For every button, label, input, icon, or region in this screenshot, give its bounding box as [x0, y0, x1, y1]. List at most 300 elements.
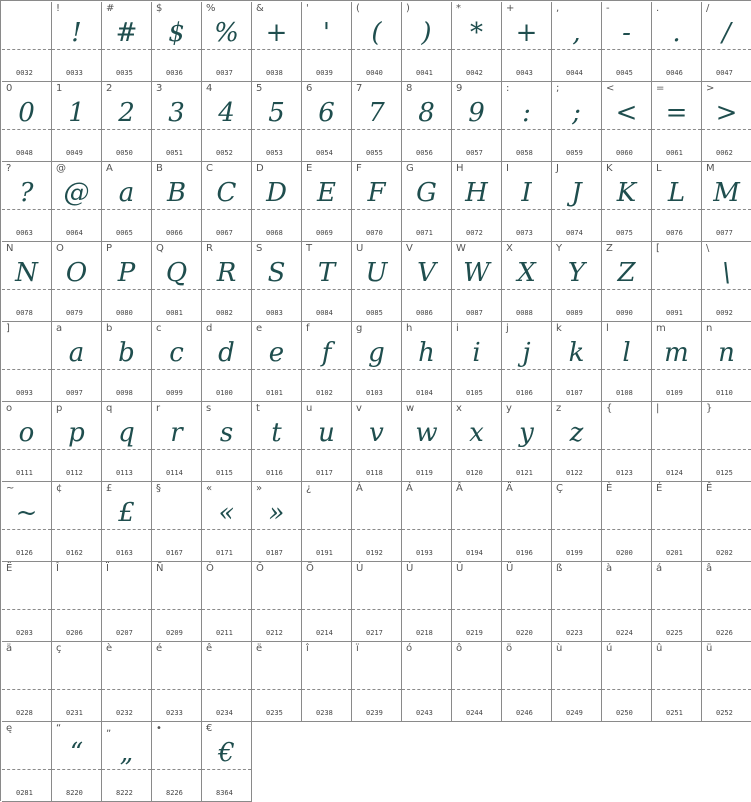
glyph-code: 0281 — [16, 789, 33, 797]
glyph-sample: j — [522, 338, 531, 368]
glyph-char-label: T — [306, 243, 313, 254]
glyph-cell — [2, 482, 52, 562]
glyph-sample: # — [115, 18, 138, 48]
glyph-cell — [402, 242, 452, 322]
glyph-code: 0228 — [16, 709, 33, 717]
baseline-divider — [402, 609, 451, 610]
glyph-char-label: % — [206, 3, 216, 14]
glyph-code: 0070 — [366, 229, 383, 237]
baseline-divider — [102, 689, 151, 690]
glyph-sample: € — [218, 738, 235, 768]
glyph-code: 0196 — [516, 549, 533, 557]
glyph-cell — [552, 402, 602, 482]
glyph-char-label: d — [206, 323, 213, 334]
glyph-cell — [202, 82, 252, 162]
baseline-divider — [552, 689, 601, 690]
baseline-divider — [602, 449, 651, 450]
glyph-char-label: G — [406, 163, 414, 174]
glyph-code: 0041 — [416, 69, 433, 77]
baseline-divider — [652, 529, 701, 530]
glyph-cell — [52, 482, 102, 562]
glyph-code: 0115 — [216, 469, 233, 477]
glyph-code: 0076 — [666, 229, 683, 237]
glyph-char-label: 3 — [156, 83, 163, 94]
glyph-cell — [502, 642, 552, 722]
glyph-sample: 1 — [68, 98, 85, 128]
glyph-code: 8222 — [116, 789, 133, 797]
glyph-char-label: „ — [106, 723, 112, 734]
glyph-char-label: â — [706, 563, 713, 574]
glyph-char-label: } — [706, 403, 713, 414]
glyph-cell — [502, 162, 552, 242]
glyph-code: 0061 — [666, 149, 683, 157]
glyph-char-label: > — [706, 83, 715, 94]
glyph-cell — [2, 162, 52, 242]
glyph-cell — [202, 162, 252, 242]
glyph-cell — [2, 402, 52, 482]
glyph-char-label: = — [656, 83, 665, 94]
glyph-sample: + — [515, 18, 538, 48]
glyph-char-label: q — [106, 403, 113, 414]
glyph-sample: ? — [19, 178, 34, 208]
glyph-char-label: • — [156, 723, 162, 734]
baseline-divider — [352, 529, 401, 530]
baseline-divider — [502, 609, 551, 610]
glyph-char-label: y — [506, 403, 512, 414]
glyph-cell — [302, 562, 352, 642]
glyph-cell — [2, 82, 52, 162]
glyph-cell — [652, 162, 702, 242]
glyph-char-label: N — [6, 243, 14, 254]
baseline-divider — [202, 689, 251, 690]
glyph-char-label: . — [656, 3, 660, 14]
glyph-char-label: V — [406, 243, 413, 254]
glyph-cell — [2, 642, 52, 722]
glyph-char-label: » — [256, 483, 263, 494]
glyph-cell — [102, 242, 152, 322]
glyph-cell — [452, 242, 502, 322]
glyph-code: 0109 — [666, 389, 683, 397]
glyph-char-label: ] — [6, 323, 10, 334]
glyph-code: 0113 — [116, 469, 133, 477]
glyph-code: 0246 — [516, 709, 533, 717]
glyph-code: 0083 — [266, 309, 283, 317]
glyph-code: 0116 — [266, 469, 283, 477]
glyph-cell — [402, 642, 452, 722]
glyph-code: 0072 — [466, 229, 483, 237]
glyph-cell — [152, 642, 202, 722]
glyph-cell — [2, 562, 52, 642]
glyph-cell — [152, 402, 202, 482]
glyph-cell — [602, 482, 652, 562]
baseline-divider — [2, 689, 51, 690]
glyph-char-label: # — [106, 3, 115, 14]
glyph-cell — [102, 82, 152, 162]
glyph-char-label: ¿ — [306, 483, 312, 494]
glyph-cell — [702, 562, 751, 642]
glyph-code: 0202 — [716, 549, 733, 557]
glyph-char-label: i — [456, 323, 459, 334]
glyph-cell — [152, 322, 202, 402]
baseline-divider — [352, 609, 401, 610]
glyph-char-label: 5 — [256, 83, 263, 94]
glyph-code: 0084 — [316, 309, 333, 317]
glyph-code: 0106 — [516, 389, 533, 397]
glyph-char-label: Ô — [256, 563, 264, 574]
glyph-char-label: t — [256, 403, 260, 414]
glyph-code: 0224 — [616, 629, 633, 637]
glyph-cell — [52, 402, 102, 482]
glyph-cell — [202, 242, 252, 322]
glyph-sample: i — [472, 338, 481, 368]
glyph-cell — [402, 2, 452, 82]
glyph-code: 0074 — [566, 229, 583, 237]
glyph-cell — [202, 322, 252, 402]
glyph-cell — [502, 482, 552, 562]
baseline-divider — [452, 689, 501, 690]
glyph-code: 0220 — [516, 629, 533, 637]
glyph-cell — [652, 642, 702, 722]
glyph-char-label: 8 — [406, 83, 413, 94]
glyph-cell — [152, 562, 202, 642]
glyph-code: 0064 — [66, 229, 83, 237]
glyph-char-label: m — [656, 323, 666, 334]
glyph-sample: m — [664, 338, 689, 368]
baseline-divider — [52, 609, 101, 610]
glyph-cell — [602, 162, 652, 242]
glyph-cell — [202, 2, 252, 82]
glyph-cell — [352, 322, 402, 402]
glyph-cell — [602, 2, 652, 82]
glyph-char-label: a — [56, 323, 63, 334]
glyph-sample: > — [715, 98, 738, 128]
glyph-cell — [452, 82, 502, 162]
glyph-cell — [502, 322, 552, 402]
glyph-code: 0032 — [16, 69, 33, 77]
glyph-cell — [452, 642, 502, 722]
glyph-char-label: & — [256, 3, 264, 14]
glyph-char-label: | — [656, 403, 660, 414]
glyph-code: 0092 — [716, 309, 733, 317]
glyph-code: 0049 — [66, 149, 83, 157]
glyph-code: 0088 — [516, 309, 533, 317]
baseline-divider — [302, 689, 351, 690]
glyph-code: 0107 — [566, 389, 583, 397]
glyph-code: 0078 — [16, 309, 33, 317]
glyph-sample: H — [465, 178, 488, 208]
glyph-char-label: « — [206, 483, 213, 494]
glyph-char-label: w — [406, 403, 415, 414]
glyph-cell — [552, 562, 602, 642]
glyph-char-label: á — [656, 563, 663, 574]
baseline-divider — [152, 609, 201, 610]
glyph-code: 0099 — [166, 389, 183, 397]
baseline-divider — [202, 609, 251, 610]
glyph-sample: a — [118, 178, 135, 208]
glyph-code: 0105 — [466, 389, 483, 397]
glyph-char-label: Z — [606, 243, 613, 254]
glyph-char-label: È — [606, 483, 613, 494]
glyph-char-label: ' — [306, 3, 309, 14]
glyph-cell — [452, 2, 502, 82]
glyph-char-label: S — [256, 243, 263, 254]
baseline-divider — [652, 689, 701, 690]
baseline-divider — [602, 689, 651, 690]
glyph-code: 0225 — [666, 629, 683, 637]
glyph-sample: G — [416, 178, 437, 208]
glyph-char-label: f — [306, 323, 310, 334]
glyph-cell — [702, 162, 751, 242]
glyph-cell — [102, 722, 152, 802]
glyph-char-label: C — [206, 163, 213, 174]
glyph-cell — [702, 82, 751, 162]
glyph-char-label: s — [206, 403, 212, 414]
glyph-code: 0193 — [416, 549, 433, 557]
glyph-sample: . — [672, 18, 681, 48]
glyph-code: 0033 — [66, 69, 83, 77]
glyph-sample: B — [166, 178, 187, 208]
glyph-char-label: ü — [706, 643, 713, 654]
glyph-char-label: J — [556, 163, 559, 174]
glyph-sample: O — [65, 258, 88, 288]
glyph-code: 0120 — [466, 469, 483, 477]
glyph-char-label: k — [556, 323, 562, 334]
glyph-sample: + — [265, 18, 288, 48]
glyph-sample: b — [118, 338, 135, 368]
baseline-divider — [302, 609, 351, 610]
glyph-code: 0104 — [416, 389, 433, 397]
glyph-char-label: “ — [56, 723, 62, 734]
glyph-cell — [102, 402, 152, 482]
baseline-divider — [352, 689, 401, 690]
glyph-sample: 5 — [268, 98, 285, 128]
glyph-code: 0081 — [166, 309, 183, 317]
glyph-char-label: ê — [206, 643, 213, 654]
glyph-code: 0097 — [66, 389, 83, 397]
glyph-cell — [402, 82, 452, 162]
glyph-char-label: F — [356, 163, 362, 174]
glyph-code: 0201 — [666, 549, 683, 557]
baseline-divider — [402, 689, 451, 690]
glyph-code: 0111 — [16, 469, 33, 477]
glyph-sample: X — [517, 258, 536, 288]
glyph-code: 0053 — [266, 149, 283, 157]
glyph-sample: I — [521, 178, 532, 208]
glyph-char-label: h — [406, 323, 413, 334]
baseline-divider — [702, 529, 751, 530]
glyph-cell — [402, 162, 452, 242]
glyph-char-label: 6 — [306, 83, 313, 94]
glyph-code: 0089 — [566, 309, 583, 317]
glyph-char-label: 9 — [456, 83, 463, 94]
glyph-code: 0239 — [366, 709, 383, 717]
glyph-char-label: Ü — [506, 563, 514, 574]
glyph-char-label: ; — [556, 83, 560, 94]
glyph-cell — [152, 242, 202, 322]
glyph-cell — [702, 2, 751, 82]
glyph-char-label: < — [606, 83, 615, 94]
baseline-divider — [602, 609, 651, 610]
glyph-char-label: x — [456, 403, 462, 414]
glyph-sample: „ — [119, 738, 134, 768]
glyph-code: 8220 — [66, 789, 83, 797]
glyph-cell — [102, 162, 152, 242]
glyph-code: 0073 — [516, 229, 533, 237]
glyph-code: 0117 — [316, 469, 333, 477]
glyph-char-label: ? — [6, 163, 12, 174]
baseline-divider — [652, 609, 701, 610]
glyph-cell — [202, 642, 252, 722]
glyph-code: 0062 — [716, 149, 733, 157]
glyph-cell — [352, 482, 402, 562]
glyph-code: 0207 — [116, 629, 133, 637]
glyph-code: 0108 — [616, 389, 633, 397]
glyph-code: 0060 — [616, 149, 633, 157]
glyph-code: 0233 — [166, 709, 183, 717]
glyph-code: 0119 — [416, 469, 433, 477]
glyph-sample: k — [568, 338, 585, 368]
glyph-cell — [2, 722, 52, 802]
glyph-cell — [702, 242, 751, 322]
glyph-code: 0126 — [16, 549, 33, 557]
glyph-char-label: Ñ — [156, 563, 164, 574]
baseline-divider — [2, 609, 51, 610]
glyph-sample: W — [463, 258, 490, 288]
glyph-char-label: € — [206, 723, 213, 734]
glyph-cell — [302, 642, 352, 722]
glyph-char-label: £ — [106, 483, 113, 494]
glyph-sample: % — [214, 18, 239, 48]
glyph-char-label: U — [356, 243, 364, 254]
glyph-cell — [652, 402, 702, 482]
glyph-cell — [652, 482, 702, 562]
glyph-cell — [252, 162, 302, 242]
glyph-code: 0121 — [516, 469, 533, 477]
glyph-char-label: Ù — [356, 563, 364, 574]
glyph-char-label: Ç — [556, 483, 563, 494]
glyph-cell — [552, 642, 602, 722]
glyph-char-label: ç — [56, 643, 62, 654]
glyph-char-label: D — [256, 163, 264, 174]
glyph-cell — [352, 242, 402, 322]
glyph-code: 0050 — [116, 149, 133, 157]
glyph-code: 0234 — [216, 709, 233, 717]
glyph-char-label: B — [156, 163, 163, 174]
glyph-code: 0192 — [366, 549, 383, 557]
glyph-cell — [452, 402, 502, 482]
glyph-cell — [502, 242, 552, 322]
glyph-code: 0048 — [16, 149, 33, 157]
glyph-sample: F — [367, 178, 386, 208]
glyph-char-label: l — [606, 323, 609, 334]
baseline-divider — [102, 609, 151, 610]
glyph-code: 0211 — [216, 629, 233, 637]
glyph-code: 0075 — [616, 229, 633, 237]
glyph-sample: M — [713, 178, 740, 208]
glyph-code: 0052 — [216, 149, 233, 157]
glyph-cell — [302, 242, 352, 322]
glyph-sample: £ — [118, 498, 135, 528]
glyph-sample: a — [68, 338, 85, 368]
glyph-code: 8226 — [166, 789, 183, 797]
glyph-cell — [602, 562, 652, 642]
baseline-divider — [452, 609, 501, 610]
glyph-sample: 2 — [118, 98, 135, 128]
glyph-char-label: A — [106, 163, 113, 174]
glyph-cell — [252, 82, 302, 162]
glyph-code: 0171 — [216, 549, 233, 557]
glyph-char-label: Y — [556, 243, 563, 254]
glyph-code: 0231 — [66, 709, 83, 717]
glyph-code: 0065 — [116, 229, 133, 237]
glyph-char-label: M — [706, 163, 715, 174]
glyph-code: 0244 — [466, 709, 483, 717]
glyph-char-label: [ — [656, 243, 660, 254]
glyph-char-label: ¢ — [56, 483, 63, 494]
glyph-cell — [102, 482, 152, 562]
glyph-code: 0112 — [66, 469, 83, 477]
glyph-char-label: K — [606, 163, 613, 174]
glyph-cell — [302, 82, 352, 162]
glyph-cell — [602, 402, 652, 482]
glyph-char-label: : — [506, 83, 510, 94]
glyph-char-label: o — [6, 403, 13, 414]
glyph-sample: o — [18, 418, 35, 448]
glyph-sample: ) — [421, 18, 432, 48]
glyph-sample: * — [470, 18, 483, 48]
glyph-code: 0243 — [416, 709, 433, 717]
glyph-code: 0040 — [366, 69, 383, 77]
glyph-char-label: Ú — [406, 563, 414, 574]
glyph-code: 0098 — [116, 389, 133, 397]
glyph-sample: 9 — [468, 98, 485, 128]
glyph-cell — [552, 82, 602, 162]
glyph-sample: Y — [567, 258, 586, 288]
glyph-cell — [302, 2, 352, 82]
glyph-cell — [552, 482, 602, 562]
glyph-sample: 8 — [418, 98, 435, 128]
glyph-cell — [452, 482, 502, 562]
glyph-char-label: \ — [706, 243, 710, 254]
glyph-code: 0069 — [316, 229, 333, 237]
glyph-code: 0125 — [716, 469, 733, 477]
glyph-char-label: * — [456, 3, 461, 14]
glyph-char-label: è — [106, 643, 113, 654]
baseline-divider — [2, 369, 51, 370]
glyph-cell — [502, 2, 552, 82]
glyph-cell — [52, 562, 102, 642]
glyph-char-label: @ — [56, 163, 66, 174]
glyph-cell — [102, 2, 152, 82]
glyph-sample: - — [622, 18, 631, 48]
glyph-cell — [602, 82, 652, 162]
glyph-cell — [702, 642, 751, 722]
glyph-code: 0051 — [166, 149, 183, 157]
glyph-cell — [552, 162, 602, 242]
glyph-cell — [652, 82, 702, 162]
glyph-code: 0063 — [16, 229, 33, 237]
baseline-divider — [2, 49, 51, 50]
glyph-code: 0057 — [466, 149, 483, 157]
glyph-cell — [302, 322, 352, 402]
glyph-code: 0251 — [666, 709, 683, 717]
glyph-char-label: + — [506, 3, 515, 14]
glyph-cell — [202, 722, 252, 802]
glyph-sample: Z — [617, 258, 636, 288]
glyph-cell — [52, 242, 102, 322]
glyph-cell — [352, 402, 402, 482]
glyph-cell — [502, 562, 552, 642]
